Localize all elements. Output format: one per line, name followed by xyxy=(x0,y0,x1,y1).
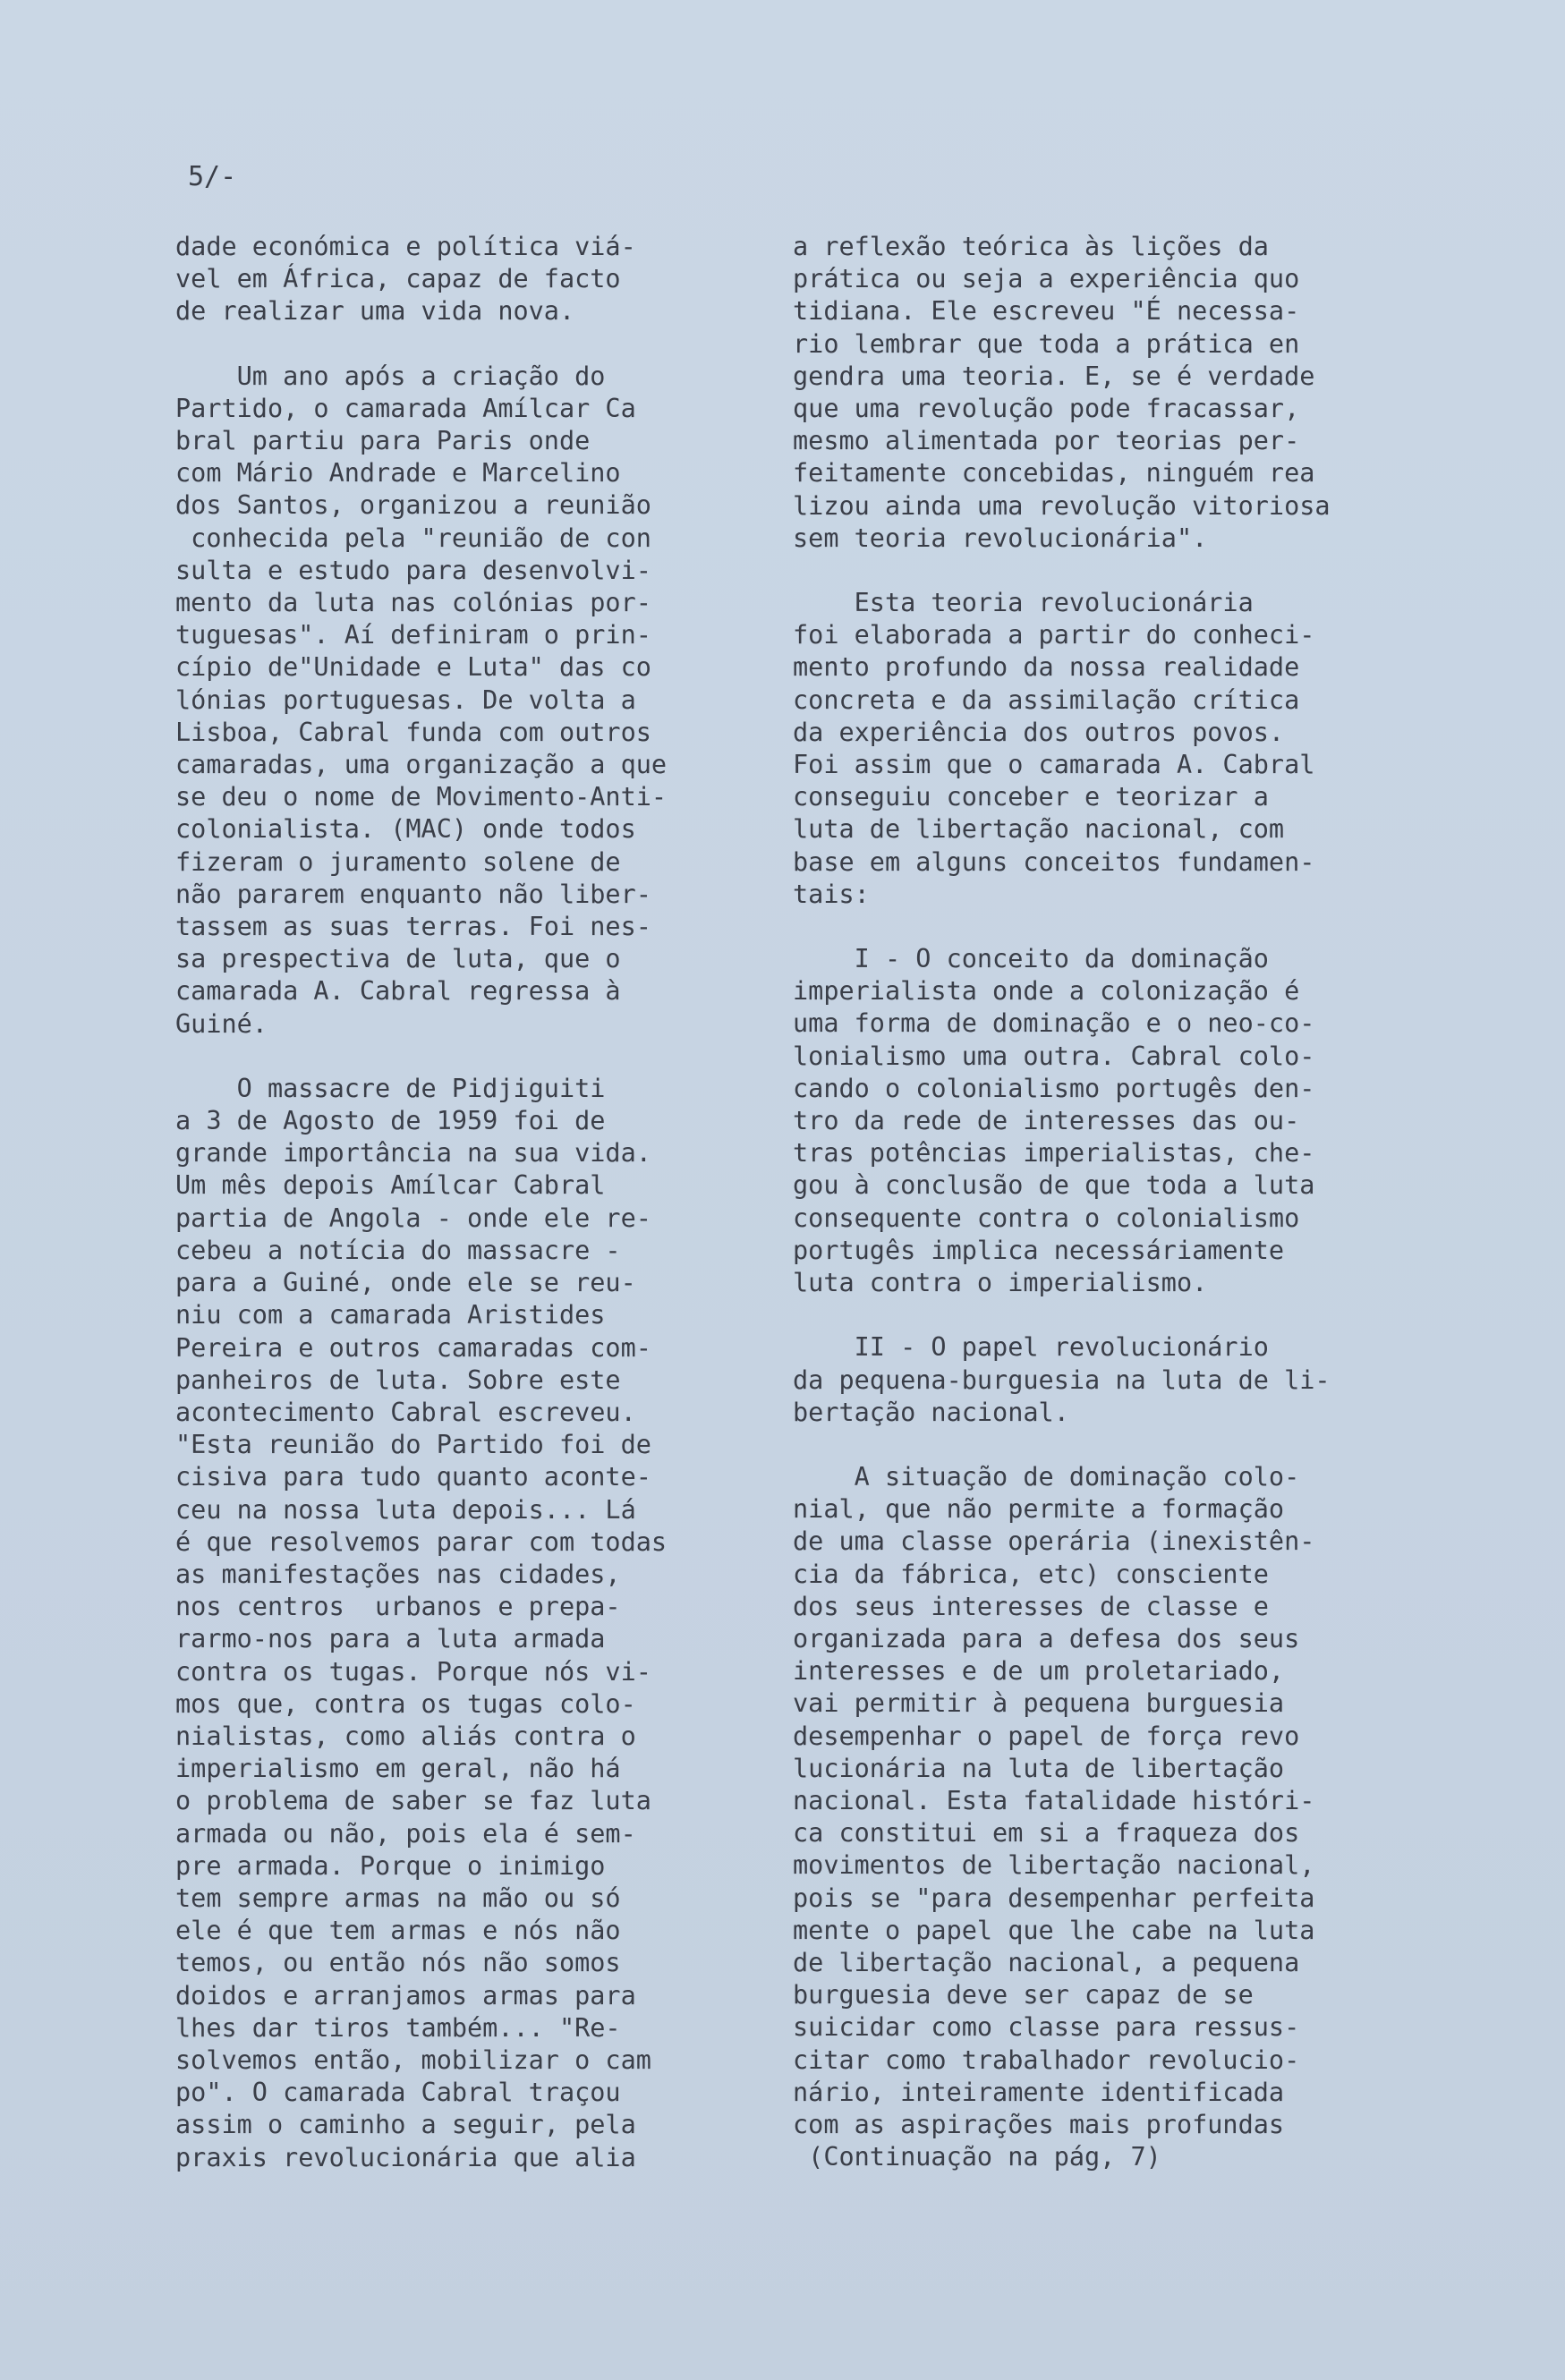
text-line: mos que, contra os tugas colo- xyxy=(175,1688,636,1719)
text-line: suicidar como classe para ressus- xyxy=(793,2012,1300,2043)
paragraph-gap xyxy=(175,1041,766,1073)
paragraph-gap xyxy=(793,1299,1419,1331)
text-line: pois se "para desempenhar perfeita xyxy=(793,1883,1315,1913)
text-line: cia da fábrica, etc) consciente xyxy=(793,1559,1269,1589)
text-line: niu com a camarada Aristides xyxy=(175,1300,606,1330)
text-line: desempenhar o papel de força revo xyxy=(793,1721,1300,1751)
text-line: para a Guiné, onde ele se reu- xyxy=(175,1268,636,1298)
text-line: o problema de saber se faz luta xyxy=(175,1786,651,1816)
text-line: sulta e estudo para desenvolvi- xyxy=(175,555,651,585)
paragraph-gap xyxy=(793,555,1419,587)
text-line: tem sempre armas na mão ou só xyxy=(175,1883,621,1913)
text-line: nial, que não permite a formação xyxy=(793,1494,1285,1525)
text-line: se deu o nome de Movimento-Anti- xyxy=(175,782,668,812)
page-number: 5/- xyxy=(188,161,237,192)
text-line: (Continuação na pág, 7) xyxy=(793,2142,1161,2172)
text-line: camaradas, uma organização a que xyxy=(175,750,668,780)
text-line: ca constitui em si a fraqueza dos xyxy=(793,1818,1300,1849)
text-line: bertação nacional. xyxy=(793,1397,1069,1427)
text-line: conseguiu conceber e teorizar a xyxy=(793,782,1269,812)
text-line: de libertação nacional, a pequena xyxy=(793,1947,1300,1977)
text-line: Foi assim que o camarada A. Cabral xyxy=(793,750,1315,780)
text-line: armada ou não, pois ela é sem- xyxy=(175,1818,636,1849)
text-line: portugês implica necessáriamente xyxy=(793,1235,1285,1265)
text-line: A situação de dominação colo- xyxy=(793,1461,1300,1492)
text-line: dos seus interesses de classe e xyxy=(793,1591,1269,1621)
paragraph-gap xyxy=(793,1429,1419,1461)
text-line: é que resolvemos parar com todas xyxy=(175,1526,668,1557)
text-line: concreta e da assimilação crítica xyxy=(793,684,1300,715)
text-line: mesmo alimentada por teorias per- xyxy=(793,426,1300,456)
text-line: Um ano após a criação do xyxy=(175,361,606,391)
text-line: de realizar uma vida nova. xyxy=(175,296,575,327)
text-line: com Mário Andrade e Marcelino xyxy=(175,458,621,489)
text-line: pre armada. Porque o inimigo xyxy=(175,1850,606,1881)
text-line: II - O papel revolucionário xyxy=(793,1332,1269,1363)
text-line: prática ou seja a experiência quo xyxy=(793,264,1300,294)
text-line: citar como trabalhador revolucio- xyxy=(793,2044,1300,2075)
text-line: ceu na nossa luta depois... Lá xyxy=(175,1494,636,1525)
text-line: vai permitir à pequena burguesia xyxy=(793,1688,1285,1719)
text-line: base em alguns conceitos fundamen- xyxy=(793,846,1315,877)
text-line: nário, inteiramente identificada xyxy=(793,2077,1285,2107)
text-line: uma forma de dominação e o neo-co- xyxy=(793,1008,1315,1039)
text-line: sem teoria revolucionária". xyxy=(793,523,1208,553)
text-line: solvemos então, mobilizar o cam xyxy=(175,2044,651,2075)
left-column xyxy=(175,231,766,2174)
text-line: não pararem enquanto não liber- xyxy=(175,879,651,909)
text-line: ele é que tem armas e nós não xyxy=(175,1916,621,1946)
text-line: panheiros de luta. Sobre este xyxy=(175,1364,621,1395)
text-line: lucionária na luta de libertação xyxy=(793,1753,1285,1783)
text-line: as manifestações nas cidades, xyxy=(175,1559,621,1589)
text-line: bral partiu para Paris onde xyxy=(175,426,591,456)
text-line: O massacre de Pidjiguiti xyxy=(175,1073,606,1103)
text-line: da experiência dos outros povos. xyxy=(793,717,1285,747)
text-line: tidiana. Ele escreveu "É necessa- xyxy=(793,296,1300,327)
text-line: com as aspirações mais profundas xyxy=(793,2109,1285,2139)
text-line: de uma classe operária (inexistên- xyxy=(793,1526,1315,1557)
text-line: po". O camarada Cabral traçou xyxy=(175,2078,621,2108)
text-line: praxis revolucionária que alia xyxy=(175,2142,636,2172)
text-line: vel em África, capaz de facto xyxy=(175,264,621,294)
text-line: rarmo-nos para a luta armada xyxy=(175,1624,606,1654)
text-line: mento profundo da nossa realidade xyxy=(793,652,1300,683)
text-line: feitamente concebidas, ninguém rea xyxy=(793,458,1315,489)
text-line: interesses e de um proletariado, xyxy=(793,1656,1285,1687)
text-line: luta de libertação nacional, com xyxy=(793,814,1285,845)
text-line: tais: xyxy=(793,879,870,909)
text-line: Esta teoria revolucionária xyxy=(793,588,1254,618)
text-line: gendra uma teoria. E, se é verdade xyxy=(793,361,1315,391)
text-line: nialistas, como aliás contra o xyxy=(175,1721,636,1751)
text-line: nos centros urbanos e prepa- xyxy=(175,1592,621,1622)
text-line: sa prespectiva de luta, que o xyxy=(175,944,621,974)
text-line: acontecimento Cabral escreveu. xyxy=(175,1397,636,1427)
text-line: movimentos de libertação nacional, xyxy=(793,1850,1315,1881)
text-line: camarada A. Cabral regressa à xyxy=(175,976,621,1007)
text-line: dos Santos, organizou a reunião xyxy=(175,490,651,521)
text-line: mento da luta nas colónias por- xyxy=(175,588,651,618)
text-line: Partido, o camarada Amílcar Ca xyxy=(175,393,636,423)
text-line: tro da rede de interesses das ou- xyxy=(793,1106,1300,1136)
text-line: imperialista onde a colonização é xyxy=(793,976,1300,1007)
text-line: tras potências imperialistas, che- xyxy=(793,1138,1315,1169)
text-line: lhes dar tiros também... "Re- xyxy=(175,2012,621,2043)
text-line: Um mês depois Amílcar Cabral xyxy=(175,1170,606,1201)
text-line: lizou ainda uma revolução vitoriosa xyxy=(793,490,1331,521)
text-line: doidos e arranjamos armas para xyxy=(175,1980,636,2010)
text-line: partia de Angola - onde ele re- xyxy=(175,1203,651,1233)
text-line: gou à conclusão de que toda a luta xyxy=(793,1170,1315,1201)
text-line: luta contra o imperialismo. xyxy=(793,1268,1208,1298)
text-line: grande importância na sua vida. xyxy=(175,1138,651,1169)
text-line: "Esta reunião do Partido foi de xyxy=(175,1430,651,1460)
right-column xyxy=(793,231,1419,2173)
text-line: a reflexão teórica às lições da xyxy=(793,232,1269,261)
text-line: Guiné. xyxy=(175,1008,268,1039)
text-line: burguesia deve ser capaz de se xyxy=(793,1980,1254,2010)
text-line: cípio de"Unidade e Luta" das co xyxy=(175,652,651,683)
text-line: colonialista. (MAC) onde todos xyxy=(175,814,636,845)
text-line: lonialismo uma outra. Cabral colo- xyxy=(793,1041,1315,1071)
text-line: Pereira e outros camaradas com- xyxy=(175,1332,651,1363)
text-line: temos, ou então nós não somos xyxy=(175,1948,621,1978)
text-line: Lisboa, Cabral funda com outros xyxy=(175,717,651,747)
text-line: rio lembrar que toda a prática en xyxy=(793,328,1300,359)
text-line: lónias portuguesas. De volta a xyxy=(175,684,636,715)
text-line: I - O conceito da dominação xyxy=(793,944,1269,974)
text-line: que uma revolução pode fracassar, xyxy=(793,394,1300,424)
text-line: tassem as suas terras. Foi nes- xyxy=(175,912,651,942)
text-line: fizeram o juramento solene de xyxy=(175,846,621,877)
text-line: cando o colonialismo portugês den- xyxy=(793,1073,1315,1103)
text-line: assim o caminho a seguir, pela xyxy=(175,2110,636,2140)
text-line: cebeu a notícia do massacre - xyxy=(175,1235,621,1265)
paragraph-gap xyxy=(793,911,1419,943)
text-line: mente o papel que lhe cabe na luta xyxy=(793,1915,1315,1945)
text-line: consequente contra o colonialismo xyxy=(793,1203,1300,1233)
text-line: nacional. Esta fatalidade históri- xyxy=(793,1785,1315,1815)
text-line: organizada para a defesa dos seus xyxy=(793,1623,1300,1653)
text-line: foi elaborada a partir do conheci- xyxy=(793,620,1315,650)
text-line: tuguesas". Aí definiram o prin- xyxy=(175,620,651,650)
text-line: a 3 de Agosto de 1959 foi de xyxy=(175,1106,606,1136)
text-line: da pequena-burguesia na luta de li- xyxy=(793,1364,1331,1395)
text-line: imperialismo em geral, não há xyxy=(175,1754,621,1784)
text-line: dade económica e política viá- xyxy=(175,232,636,261)
text-line: contra os tugas. Porque nós vi- xyxy=(175,1656,651,1687)
paragraph-gap xyxy=(175,328,766,361)
text-line: conhecida pela "reunião de con xyxy=(175,523,651,553)
text-line: cisiva para tudo quanto aconte- xyxy=(175,1462,651,1492)
